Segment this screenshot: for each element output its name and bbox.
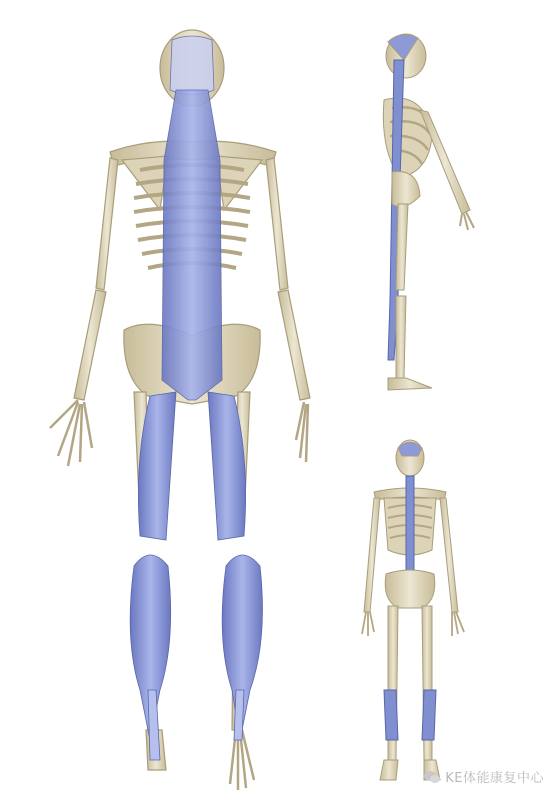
posterior-left-hand <box>50 400 92 466</box>
lateral-foot <box>388 378 432 390</box>
lateral-hand <box>460 212 474 230</box>
anterior-left-leg-muscle <box>384 690 398 740</box>
anterior-spine-line <box>406 476 414 580</box>
posterior-left-humerus <box>96 158 118 290</box>
wechat-icon <box>423 770 441 784</box>
anterior-left-foot <box>380 760 398 780</box>
lateral-femur <box>396 204 408 290</box>
lateral-arm <box>420 110 470 214</box>
posterior-right-forearm <box>278 290 310 400</box>
anterior-hands <box>362 612 464 636</box>
anterior-right-leg-muscle <box>422 690 436 740</box>
posterior-scalp-fascia <box>170 36 214 95</box>
posterior-right-humerus <box>266 158 288 290</box>
posterior-erector-spinae <box>162 90 222 400</box>
anterior-pelvis <box>385 570 435 608</box>
watermark-text: KE体能康复中心 <box>445 771 544 786</box>
posterior-right-achilles <box>234 690 244 740</box>
watermark <box>423 767 544 786</box>
posterior-right-hand <box>296 402 308 462</box>
anterior-right-arm <box>440 498 458 612</box>
anterior-left-arm <box>364 498 380 612</box>
lateral-pelvis <box>392 172 420 207</box>
posterior-left-forearm <box>74 290 106 400</box>
lateral-tibia <box>396 296 406 378</box>
anterior-view <box>362 440 464 780</box>
lateral-view <box>383 34 474 390</box>
